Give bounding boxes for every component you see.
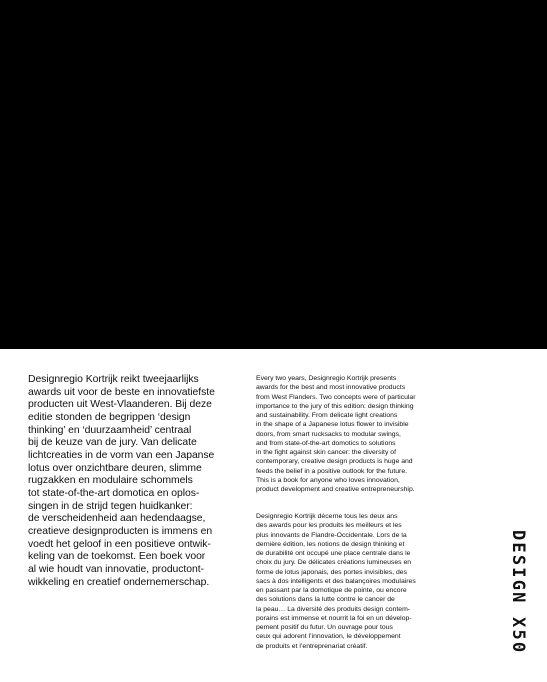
dutch-description: Designregio Kortrijk reikt tweejaarlijks awards uit voor de beste en innovatiefste producten uit West-Vlaanderen. Bij deze editie stonden de begrippen ‘design thinking’ en ‘duurzaamheid’ centraal bij de keuze van de jury. Van delicate lichtcreaties in de vorm van een Japanse lotus over onzichtbare deuren, slimme rugzakken en modulaire schommels tot state-of-the-art domotica en oplos- singen in de strijd tegen huidkanker: de verscheidenheid aan hedendaagse, creatieve designproducten is immens en voedt het geloof in een positieve ontwik- keling van de toekomst. Een boek voor al wie houdt van innovatie, productont- wikkeling en creatief ondernemerschap. bbox=[28, 374, 215, 588]
english-description: Every two years, Designregio Kortrijk presents awards for the best and most innovative products from West Flanders. Two concepts were of particular importance to the jury of this edition: design thinking and sustainability. From delicate light creations in the shape of a Japanese lotus flower to invisible doors, from smart rucksacks to modular swings, and from state-of-the-art domotics to solutions in the fight against skin cancer: the diversity of contemporary, creative design products is huge and feeds the belief in a positive outlook for the future. This is a book for anyone who loves innovation, product development and creative entrepreneurship. bbox=[256, 375, 416, 493]
french-description: Designregio Kortrijk décerne tous les deux ans des awards pour les produits les meilleurs et les plus innovants de Flandre-Occidentale. Lors de la dernière édition, les notions de design thinking et de durabilité ont occupé une place centrale dans le choix du jury. De délicates créations lumineuses en forme de lotus japonais, des portes invisibles, des sacs à dos intelligents et des balançoires modulaires en passant par la domotique de pointe, ou encore des solutions dans la lutte contre le cancer de la peau… La diversité des produits design contem- porains est immense et nourrit la foi en un dévelop- pement positif du futur. Un ouvrage pour tous ceux qui adorent l’innovation, le développement de produits et l’entreprenariat créatif. bbox=[256, 513, 416, 650]
spine-title: DESIGN X50 bbox=[508, 530, 528, 655]
